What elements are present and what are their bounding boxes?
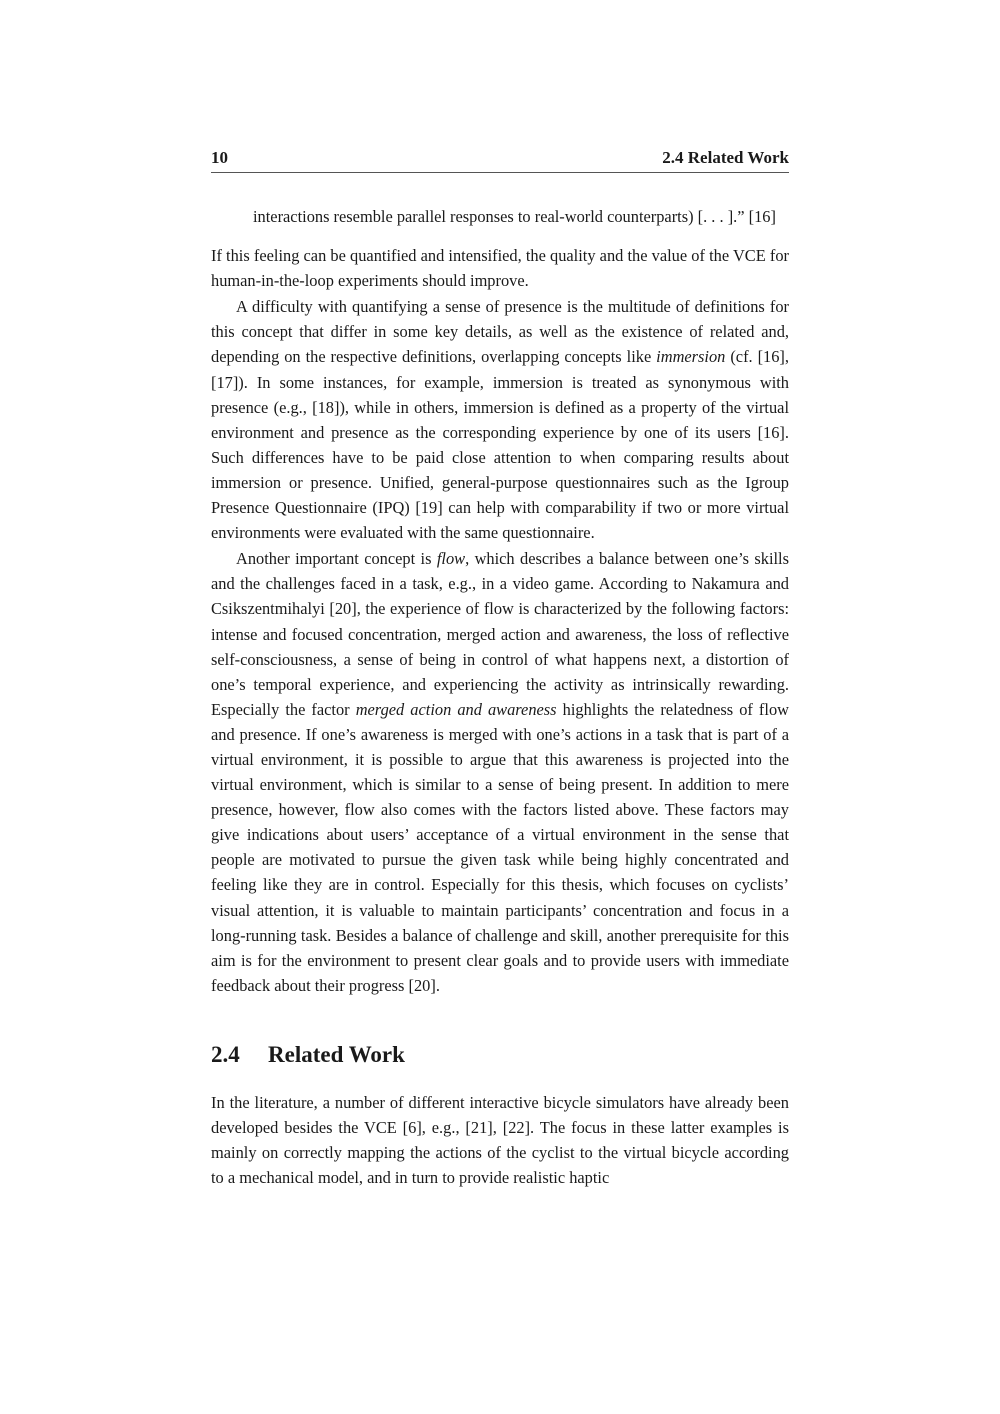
block-quote: interactions resemble parallel responses to real-world counterparts) [. . . ].” [16]	[253, 207, 776, 226]
paragraph-3	[211, 546, 789, 998]
running-header	[211, 146, 789, 173]
paragraph-2	[211, 294, 789, 545]
section-title: Related Work	[268, 1041, 405, 1067]
running-title: 2.4 Related Work	[662, 148, 789, 167]
paragraph-3-emphasis-1: flow	[436, 549, 466, 569]
paragraph-2-text-b: (cf. [16], [17]). In some instances, for example, immersion is treated as synonymous with presence (e.g., [18]), while in others, immersion is defined as a property of the virtual environment and presence as the corresponding experience by one of its users [16]. Such differences have to be paid close attention to when comparing results about immersion or presence. Unified, general-purpose questionnaires such as the Igroup Presence Questionnaire (IPQ) [19] can help with comparability if two or more virtual environments were evaluated with the same questionnaire.	[211, 347, 789, 543]
paragraph-3-text-c: highlights the relatedness of flow and presence. If one’s awareness is merged with one’s actions in a task that is part of a virtual environment, it is possible to argue that this awareness is projected into the virtual environment, which is similar to a sense of being present. In addition to mere presence, however, flow also comes with the factors listed above. These factors may give indications about users’ acceptance of a virtual environment in the sense that people are motivated to pursue the given task while being highly concentrated and feeling like they are in control. Especially for this thesis, which focuses on cyclists’ visual attention, it is valuable to maintain participants’ concentration and focus in a long-running task. Besides a balance of challenge and skill, another prerequisite for this aim is for the environment to present clear goals and to provide users with immediate feedback about their progress [20].	[211, 699, 789, 995]
page-number: 10	[211, 148, 228, 167]
paragraph-1: If this feeling can be quantified and intensified, the quality and the value of the VCE for human-in-the-loop experiments should improve.	[211, 246, 789, 291]
page-body	[211, 204, 789, 1190]
paragraph-3-text-a: Another important concept is	[236, 549, 437, 569]
paragraph-2-text-a: A difficulty with quantifying a sense of presence is the multitude of definitions for this concept that differ in some key details, as well as the existence of related and, depending on the respective definitions, overlapping concepts like	[211, 297, 789, 367]
paragraph-2-emphasis: immersion	[656, 347, 726, 367]
paragraph-3-text-b: , which describes a balance between one’s skills and the challenges faced in a task, e.g., in a video game. According to Nakamura and Csikszentmihalyi [20], the experience of flow is characterized by the following factors: intense and focused concentration, merged action and awareness, the loss of reflective self-consciousness, a sense of being in control of what happens next, a distortion of one’s temporal experience, and experiencing the activity as intrinsically rewarding. Especially the factor	[211, 549, 789, 719]
paragraph-4: In the literature, a number of different interactive bicycle simulators have already been developed besides the VCE [6], e.g., [21], [22]. The focus in these latter examples is mainly on correctly mapping the actions of the cyclist to the virtual bicycle according to a mechanical model, and in turn to provide realistic haptic	[211, 1092, 789, 1188]
section-number: 2.4	[211, 1041, 240, 1067]
section-heading	[211, 1040, 789, 1070]
paragraph-3-emphasis-2: merged action and awareness	[355, 699, 557, 719]
